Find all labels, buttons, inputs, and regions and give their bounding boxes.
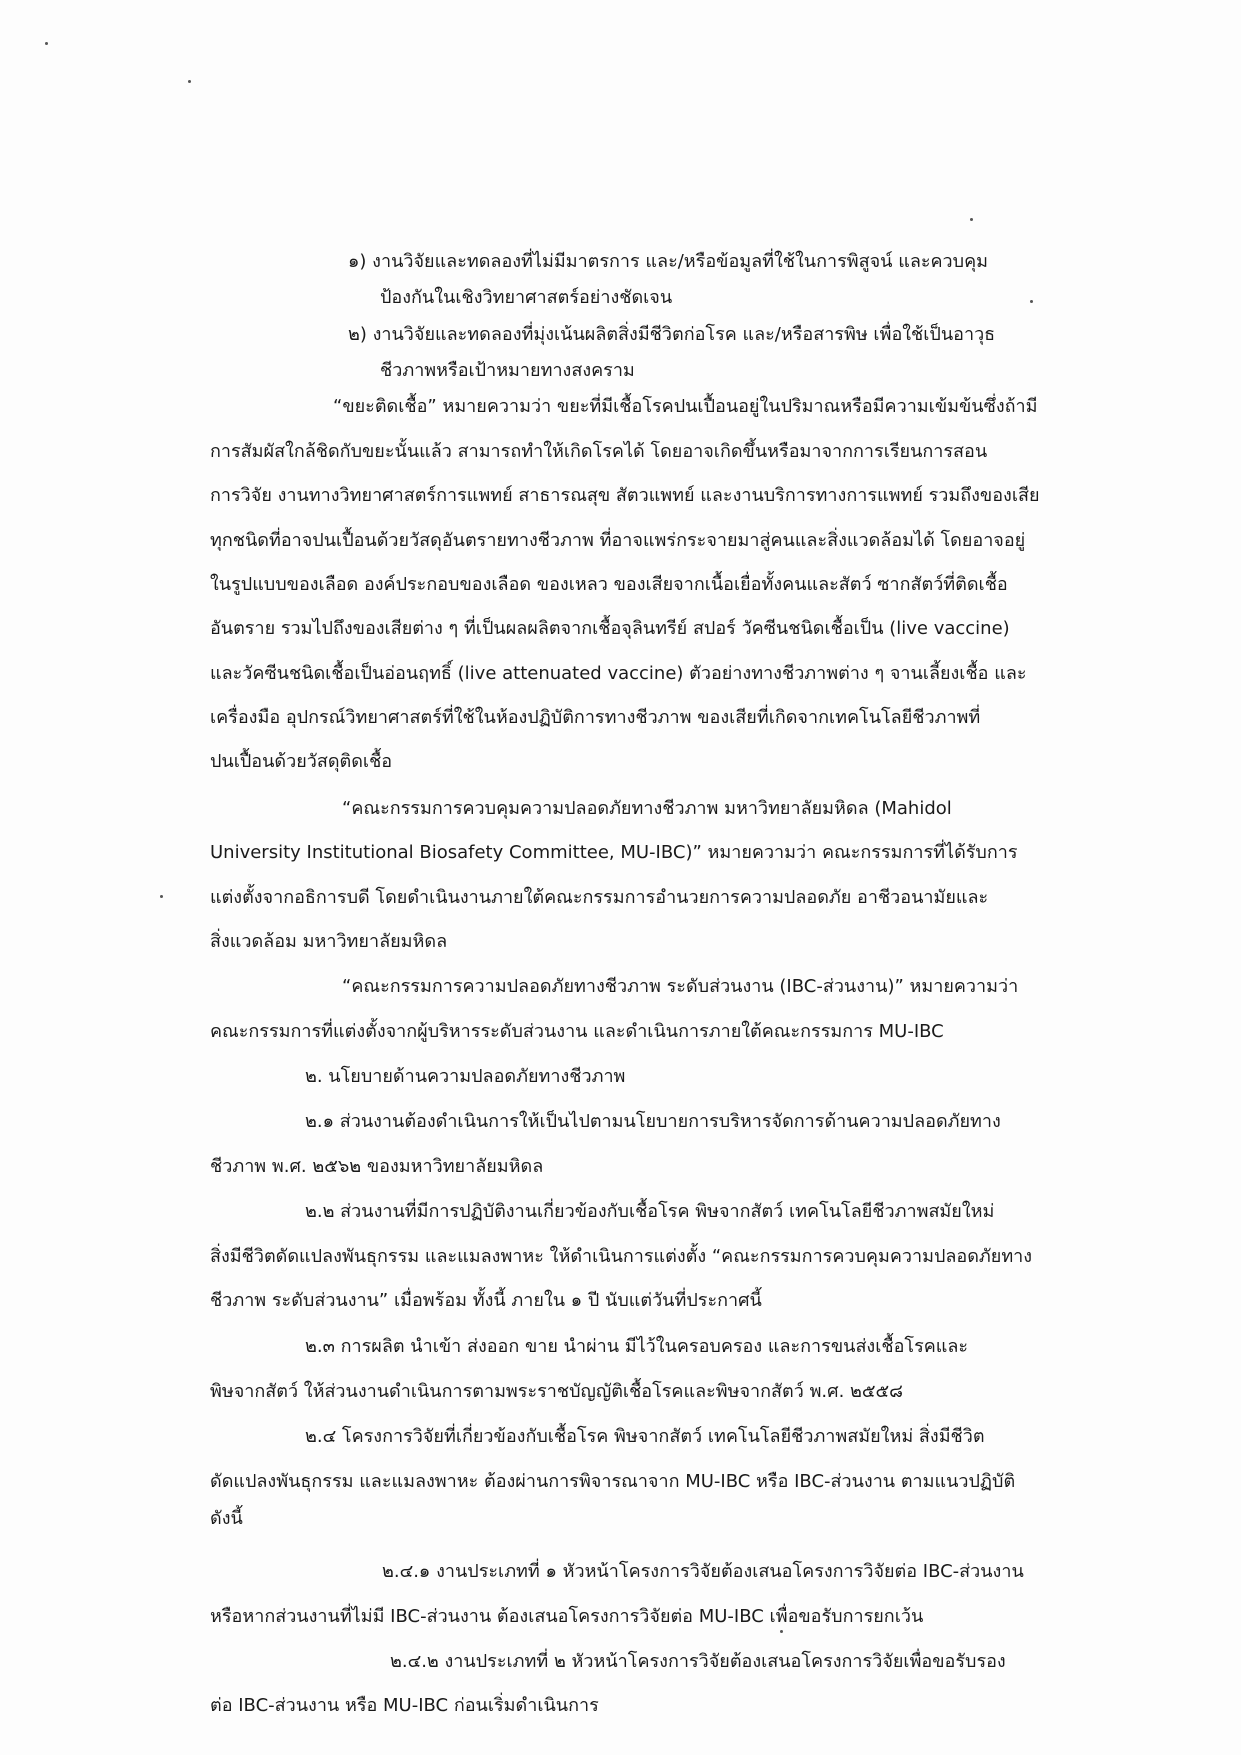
list-item-1: ๑) งานวิจัยและทดลองที่ไม่มีมาตรการ และ/หรือข้อมูลที่ใช้ในการพิสูจน์ และควบคุม [348, 251, 988, 272]
list-item-2-cont: ชีวภาพหรือเป้าหมายทางสงคราม [380, 360, 635, 381]
paragraph-line: การสัมผัสใกล้ชิดกับขยะนั้นแล้ว สามารถทำให้เกิดโรคได้ โดยอาจเกิดขึ้นหรือมาจากการเรียนการสอน [210, 441, 988, 462]
paragraph-line: แต่งตั้งจากอธิการบดี โดยดำเนินงานภายใต้คณะกรรมการอำนวยการความปลอดภัย อาชีวอนามัยและ [210, 887, 989, 908]
definition-infectious-waste: “ขยะติดเชื้อ” หมายความว่า ขยะที่มีเชื้อโรคปนเปื้อนอยู่ในปริมาณหรือมีความเข้มข้นซึ่งถ้ามี [333, 396, 1038, 417]
paragraph-line: อันตราย รวมไปถึงของเสียต่าง ๆ ที่เป็นผลผลิตจากเชื้อจุลินทรีย์ สปอร์ วัคซีนชนิดเชื้อเป็น (live vaccine) [210, 618, 1010, 639]
paragraph-line: ทุกชนิดที่อาจปนเปื้อนด้วยวัสดุอันตรายทางชีวภาพ ที่อาจแพร่กระจายมาสู่คนและสิ่งแวดล้อมได้ โดยอาจอยู่ [210, 530, 1026, 551]
paragraph-line: พิษจากสัตว์ ให้ส่วนงานดำเนินการตามพระราชบัญญัติเชื้อโรคและพิษจากสัตว์ พ.ศ. ๒๕๕๘ [210, 1381, 904, 1402]
paragraph-line: ชีวภาพ ระดับส่วนงาน” เมื่อพร้อม ทั้งนี้ ภายใน ๑ ปี นับแต่วันที่ประกาศนี้ [210, 1290, 762, 1311]
section-heading-2: ๒. นโยบายด้านความปลอดภัยทางชีวภาพ [305, 1066, 626, 1087]
clause-2-4: ๒.๔ โครงการวิจัยที่เกี่ยวข้องกับเชื้อโรค พิษจากสัตว์ เทคโนโลยีชีวภาพสมัยใหม่ สิ่งมีชีวิต [305, 1426, 985, 1447]
paragraph-line: เครื่องมือ อุปกรณ์วิทยาศาสตร์ที่ใช้ในห้องปฏิบัติการทางชีวภาพ ของเสียที่เกิดจากเทคโนโลยีชีวภาพที่ [210, 707, 981, 728]
paragraph-line: ดังนี้ [210, 1508, 243, 1529]
paragraph-line: ปนเปื้อนด้วยวัสดุติดเชื้อ [210, 751, 393, 772]
clause-2-3: ๒.๓ การผลิต นำเข้า ส่งออก ขาย นำผ่าน มีไว้ในครอบครอง และการขนส่งเชื้อโรคและ [305, 1336, 969, 1357]
paragraph-line: University Institutional Biosafety Committee, MU-IBC)” หมายความว่า คณะกรรมการที่ได้รับการ [210, 842, 1018, 863]
paragraph-line: สิ่งมีชีวิตดัดแปลงพันธุกรรม และแมลงพาหะ ให้ดำเนินการแต่งตั้ง “คณะกรรมการควบคุมความปลอดภัยทาง [210, 1246, 1033, 1267]
definition-ibc-unit: “คณะกรรมการความปลอดภัยทางชีวภาพ ระดับส่วนงาน (IBC-ส่วนงาน)” หมายความว่า [342, 976, 1019, 997]
definition-mu-ibc: “คณะกรรมการควบคุมความปลอดภัยทางชีวภาพ มหาวิทยาลัยมหิดล (Mahidol [342, 798, 952, 819]
list-item-2: ๒) งานวิจัยและทดลองที่มุ่งเน้นผลิตสิ่งมีชีวิตก่อโรค และ/หรือสารพิษ เพื่อใช้เป็นอาวุธ [348, 324, 996, 345]
paragraph-line: ต่อ IBC-ส่วนงาน หรือ MU-IBC ก่อนเริ่มดำเนินการ [210, 1695, 599, 1716]
clause-2-4-2: ๒.๔.๒ งานประเภทที่ ๒ หัวหน้าโครงการวิจัยต้องเสนอโครงการวิจัยเพื่อขอรับรอง [390, 1651, 1006, 1672]
paragraph-line: หรือหากส่วนงานที่ไม่มี IBC-ส่วนงาน ต้องเสนอโครงการวิจัยต่อ MU-IBC เพื่อขอรับการยกเว้น [210, 1606, 924, 1627]
paragraph-line: สิ่งแวดล้อม มหาวิทยาลัยมหิดล [210, 931, 448, 952]
paragraph-line: ชีวภาพ พ.ศ. ๒๕๖๒ ของมหาวิทยาลัยมหิดล [210, 1156, 544, 1177]
clause-2-2: ๒.๒ ส่วนงานที่มีการปฏิบัติงานเกี่ยวข้องกับเชื้อโรค พิษจากสัตว์ เทคโนโลยีชีวภาพสมัยใหม่ [305, 1201, 995, 1222]
clause-2-1: ๒.๑ ส่วนงานต้องดำเนินการให้เป็นไปตามนโยบายการบริหารจัดการด้านความปลอดภัยทาง [305, 1111, 1001, 1132]
paragraph-line: คณะกรรมการที่แต่งตั้งจากผู้บริหารระดับส่วนงาน และดำเนินการภายใต้คณะกรรมการ MU-IBC [210, 1021, 944, 1042]
paragraph-line: ดัดแปลงพันธุกรรม และแมลงพาหะ ต้องผ่านการพิจารณาจาก MU-IBC หรือ IBC-ส่วนงาน ตามแนวปฏิบัติ [210, 1471, 1016, 1492]
paragraph-line: และวัคซีนชนิดเชื้อเป็นอ่อนฤทธิ์ (live attenuated vaccine) ตัวอย่างทางชีวภาพต่าง ๆ จานเลี้ยงเชื้อ และ [210, 663, 1027, 684]
paragraph-line: การวิจัย งานทางวิทยาศาสตร์การแพทย์ สาธารณสุข สัตวแพทย์ และงานบริการทางการแพทย์ รวมถึงของเสีย [210, 485, 1040, 506]
list-item-1-cont: ป้องกันในเชิงวิทยาศาสตร์อย่างชัดเจน [380, 287, 673, 308]
paragraph-line: ในรูปแบบของเลือด องค์ประกอบของเลือด ของเหลว ของเสียจากเนื้อเยื่อทั้งคนและสัตว์ ซากสัตว์ที่ติดเชื้อ [210, 574, 1008, 595]
clause-2-4-1: ๒.๔.๑ งานประเภทที่ ๑ หัวหน้าโครงการวิจัยต้องเสนอโครงการวิจัยต่อ IBC-ส่วนงาน [382, 1561, 1024, 1582]
